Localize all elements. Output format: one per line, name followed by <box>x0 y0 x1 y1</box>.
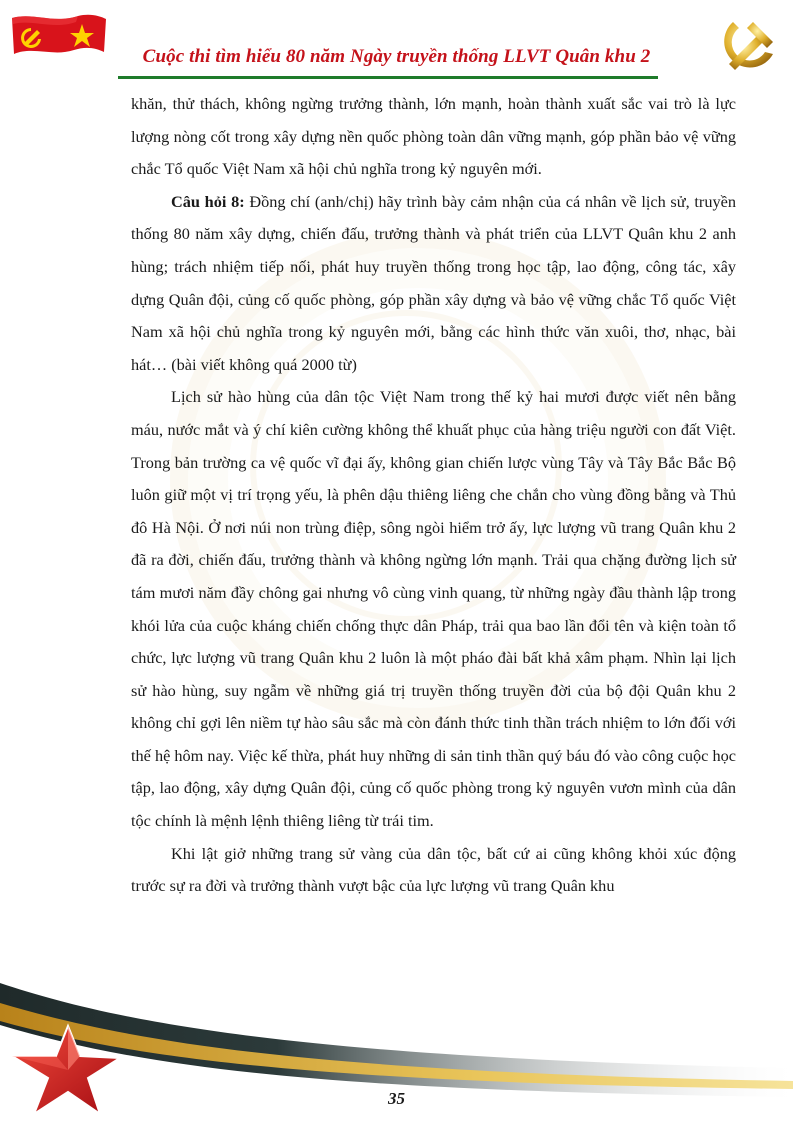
document-body <box>131 88 736 903</box>
header-divider <box>118 76 658 79</box>
header-title: Cuộc thi tìm hiểu 80 năm Ngày truyền thống LLVT Quân khu 2 <box>142 46 651 67</box>
paragraph-history: Lịch sử hào hùng của dân tộc Việt Nam trong thế kỷ hai mươi được viết nên bằng máu, nước mắt và ý chí kiên cường không thể khuất phục của hàng triệu người con đất Việt. Trong bản trường ca vệ quốc vĩ đại ấy, không gian chiến lược vùng Tây và Tây Bắc Bắc Bộ luôn giữ một vị trí trọng yếu, là phên dậu thiêng liêng che chắn cho vùng đồng bằng và Thủ đô Hà Nội. Ở nơi núi non trùng điệp, sông ngòi hiểm trở ấy, lực lượng vũ trang Quân khu 2 đã ra đời, chiến đấu, trưởng thành và không ngừng lớn mạnh. Trải qua chặng đường lịch sử tám mươi năm đầy chông gai nhưng vô cùng vinh quang, từ những ngày đầu thành lập trong khói lửa của cuộc kháng chiến chống thực dân Pháp, trải qua bao lần đổi tên và kiện toàn tổ chức, lực lượng vũ trang Quân khu 2 luôn là một pháo đài bất khả xâm phạm. Nhìn lại lịch sử hào hùng, suy ngẫm về những giá trị truyền thống truyền đời của bộ đội Quân khu 2 không chỉ gợi lên niềm tự hào sâu sắc mà còn đánh thức tinh thần trách nhiệm to lớn đối với thế hệ hôm nay. Việc kế thừa, phát huy những di sản tinh thần quý báu đó vào công cuộc học tập, lao động, xây dựng Quân đội, củng cố quốc phòng trong kỷ nguyên vươn mình của dân tộc chính là mệnh lệnh thiêng liêng từ trái tim. <box>131 387 736 831</box>
paragraph-continuation: khăn, thử thách, không ngừng trưởng thành, lớn mạnh, hoàn thành xuất sắc vai trò là lực lượng nòng cốt trong xây dựng nền quốc phòng toàn dân vững mạnh, góp phần bảo vệ vững chắc Tổ quốc Việt Nam xã hội chủ nghĩa trong kỷ nguyên mới. <box>131 94 736 179</box>
paragraph-reflection: Khi lật giở những trang sử vàng của dân tộc, bất cứ ai cũng không khỏi xúc động trước sự ra đời và trưởng thành vượt bậc của lực lượng vũ trang Quân khu <box>131 843 736 896</box>
question-label: Câu hỏi 8: <box>171 191 245 211</box>
question-text: Đồng chí (anh/chị) hãy trình bày cảm nhận của cá nhân về lịch sử, truyền thống 80 năm xây dựng, chiến đấu, trưởng thành và phát triển của LLVT Quân khu 2 anh hùng; trách nhiệm tiếp nối, phát huy truyền thống trong học tập, lao động, công tác, xây dựng Quân đội, củng cố quốc phòng, góp phần xây dựng và bảo vệ vững chắc Tổ quốc Việt Nam xã hội chủ nghĩa trong kỷ nguyên mới, bằng các hình thức văn xuôi, thơ, nhạc, bài hát… (bài viết không quá 2000 từ) <box>131 191 736 374</box>
question-paragraph <box>131 186 736 382</box>
hammer-sickle-emblem-icon <box>713 8 785 80</box>
page-number: 35 <box>388 1089 405 1108</box>
